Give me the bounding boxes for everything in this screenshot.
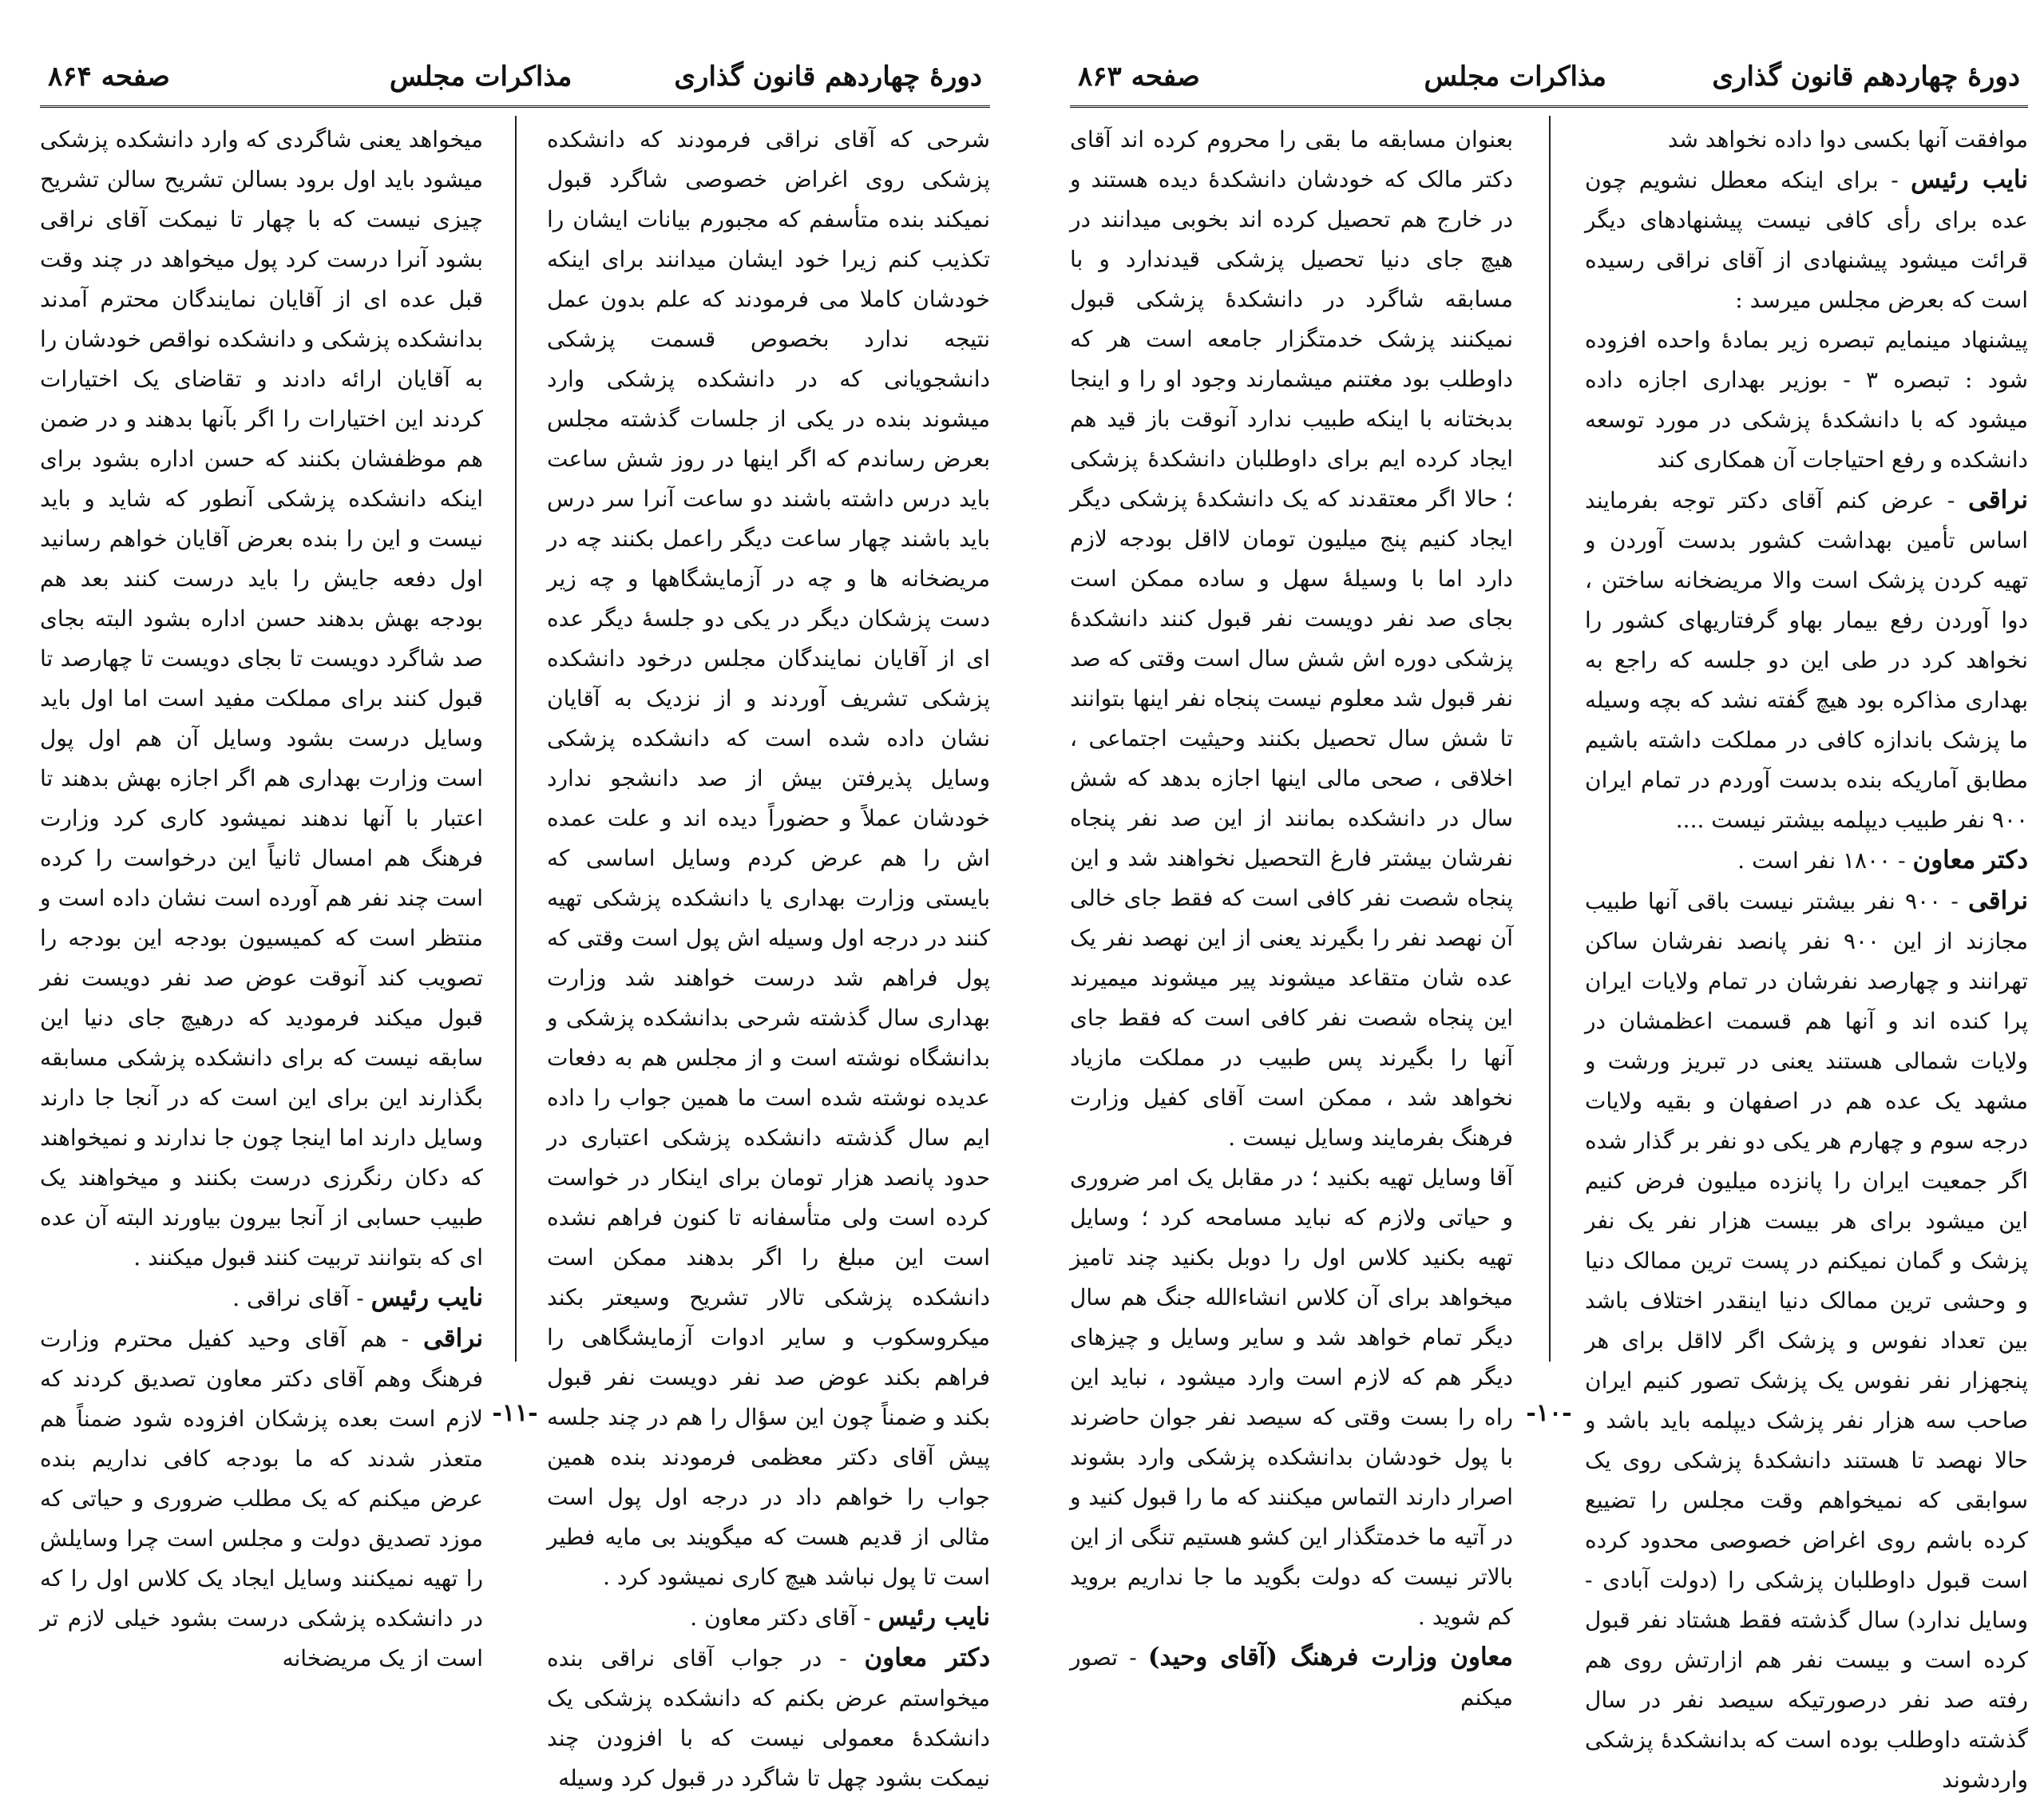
folio-number: -۱۱- [492,1399,538,1427]
paragraph [1585,320,2028,480]
paragraph-text: در جواب آقای نراقی بنده میخواستم عرض بکنم که دانشکده پزشکی یک دانشکدهٔ معمولی نیست که با افزودن چند نیمکت بشود چهل تا شاگرد در قبول کرد وسیله [547,1645,990,1791]
column-divider [515,116,517,1362]
paragraph [1070,1158,1513,1637]
paragraph-text: آقای دکتر معاون . [690,1604,857,1631]
paragraph [1585,120,2028,160]
folio-number: -۱۰- [1526,1399,1572,1427]
paragraph: نراقی - عرض کنم آقای دکتر توجه بفرمایند اساس تأمین بهداشت کشور بدست آوردن و تهیه کردن پزشک است والا مریضخانه ساختن ، دوا آوردن رفع بیمار بهاو گرفتاریهای کشور را نخواهد کرد در طی این دو جلسه که راجع به بهداری مذاکره بود هیچ گفته نشد که بچه وسیله ما پزشک باندازه کافی در مملکت داشته باشیم مطابق آماریکه بنده بدست آوردم در تمام ایران ۹۰۰ نفر طبیب دیپلمه بیشتر نیست .... [1585,486,2028,833]
paragraph: دکتر معاون - ۱۸۰۰ نفر است . [1737,846,2028,874]
text-column-right [1585,120,2029,1793]
paragraph-text: ۱۸۰۰ نفر است . [1737,847,1891,874]
speaker-name: نایب رئیس [877,1603,990,1631]
speaker-name: نراقی [422,1324,483,1353]
paragraph: دکتر معاون - در جواب آقای نراقی بنده میخواستم عرض بکنم که دانشکده پزشکی یک دانشکدهٔ معمولی نیست که با افزودن چند نیمکت بشود چهل تا شاگرد در قبول کرد وسیله [547,1643,991,1791]
text-column-right [547,120,991,1791]
text-column-left [1070,120,1513,1711]
paragraph [547,120,990,1597]
speaker-name: دکتر معاون [864,1643,991,1672]
publication-title: مذاکرات مجلس [389,61,572,93]
paragraph: معاون وزارت فرهنگ (آقای وحید) - تصور میکنم [1070,1643,1513,1711]
speaker-name: نایب رئیس [1911,165,2028,194]
header-rule [40,105,990,108]
paragraph-text: میخواهد یعنی شاگردی که وارد دانشکده پزشکی میشود باید اول برود بسالن تشریح سالن تشریح چیزی نیست که با چهار تا نیمکت آقای نراقی بشود آنرا درست کرد پول میخواهد در چند وقت قبل عده ای از آقایان نمایندگان محترم آمدند بدانشکده پزشکی و دانشکده نواقص خودشان را به آقایان ارائه دادند و تقاضای یک اختیارات کردند این اختیارات را اگر بآنها بدهند و در ضمن هم موظفشان بکنند که حسن اداره بشود برای اینکه دانشکده پزشکی آنطور که شاید و باید نیست و این را بنده بعرض آقایان خواهم رسانید اول دفعه جایش را باید درست کنند بعد هم بودجه بهش بدهند حسن اداره بشود البته بجای صد شاگرد دویست تا بجای دویست تا چهارصد تا قبول کنند برای مملکت مفید است اما اول باید وسایل درست بشود وسایل آن هم اول پول است وزارت بهداری هم اگر اجازه بهش بدهند تا اعتبار با آنها ندهند نمیشود کاری کرد وزارت فرهنگ هم امسال ثانیاً این درخواست را کرده است چند نفر هم آورده است نشان داده است و منتظر است که کمیسیون بودجه این بودجه را تصویب کند آنوقت عوض صد نفر دویست نفر قبول میکند فرمودید که درهیچ جای دنیا این سابقه نیست که برای دانشکده پزشکی مسابقه بگذارند این برای این است که در آنجا جا دارند وسایل دارند اما اینجا چون جا ندارند و نمیخواهند که دکان رنگرزی درست بکنند و میخواهند یک طبیب حسابی از آنجا بیرون بیاورند البته آن عده ای که بتوانند تربیت کنند قبول میکنند . [40,126,483,1271]
series-title: دورهٔ چهاردهم قانون گذاری [1712,61,2020,93]
series-title: دورهٔ چهاردهم قانون گذاری [674,61,982,93]
paragraph-text: عرض کنم آقای دکتر توجه بفرمایند اساس تأمین بهداشت کشور بدست آوردن و تهیه کردن پزشک است والا مریضخانه ساختن ، دوا آوردن رفع بیمار بهاو گرفتاریهای کشور را نخواهد کرد در طی این دو جلسه که راجع به بهداری مذاکره بود هیچ گفته نشد که بچه وسیله ما پزشک باندازه کافی در مملکت داشته باشیم مطابق آماریکه بنده بدست آوردم در تمام ایران ۹۰۰ نفر طبیب دیپلمه بیشتر نیست .... [1585,487,2028,833]
page-number: صفحه ۸۶۳ [1078,61,1200,93]
paragraph: نراقی - ۹۰۰ نفر بیشتر نیست باقی آنها طبیب مجازند از این ۹۰۰ نفر پانصد نفرشان ساکن تهرانند و چهارصد نفرشان در تمام ولایات ایران پرا کنده اند و آنها هم قسمت اعظمشان در ولایات شمالی هستند یعنی در تبریز ورشت و مشهد یک عده هم در اصفهان و بقیه ولایات درجه سوم و چهارم هر یکی دو نفر بر گذار شده اگر جمعیت ایران را پانزده میلیون فرض کنیم این میشود برای هر بیست هزار نفر یک نفر پزشک و گمان نمیکنم در پست ترین ممالک دنیا و وحشی ترین ممالک دنیا اینقدر اختلاف باشد بین تعداد نفوس و پزشک اگر لااقل برای هر پنجهزار نفر نفوس یک پزشک تصور کنیم ایران صاحب سه هزار نفر پزشک دیپلمه باید باشد و حالا نهصد تا هستند دانشکدهٔ پزشکی روی یک سوابقی که نمیخواهم وقت مجلس را تضییع کرده باشم روی اغراض خصوصی محدود کرده است قبول داوطلبان پزشکی را (دولت آبادی - وسایل ندارد) سال گذشته فقط هشتاد نفر قبول کرده است و بیست نفر هم ازارتش روی هم رفته صد نفر درصورتیکه سیصد نفر در سال گذشته داوطلب بوده است که بدانشکدهٔ پزشکی واردشوند [1585,886,2028,1793]
paragraph [40,120,483,1278]
right-page [1054,0,2044,1793]
paragraph: نایب رئیس - آقای نراقی . [232,1283,483,1312]
column-divider [1549,116,1551,1362]
paragraph-text: برای اینکه معطل نشویم چون عده برای رأی کافی نیست پیشنهادهای دیگر قرائت میشود پیشنهادی از آقای نراقی رسیده است که بعرض مجلس میرسد : [1585,167,2028,313]
speaker-name: معاون وزارت فرهنگ (آقای وحید) [1147,1643,1513,1671]
paragraph-text: آقا وسایل تهیه بکنید ؛ در مقابل یک امر ضروری و حیاتی ولازم که نباید مسامحه کرد ؛ وسایل تهیه بکنید کلاس اول را دوبل بکنید چند تامیز میخواهد برای آن کلاس انشاءالله جنگ هم سال دیگر تمام خواهد شد و سایر وسایل و چیزهای دیگر هم که لازم است وارد میشود ، نباید این راه را بست وقتی که سیصد نفر جوان حاضرند با پول خودشان بدانشکده پزشکی وارد بشوند اصرار دارند التماس میکنند که ما را قبول کنید و در آتیه ما خدمتگذار این کشو هستیم تنگی از این بالاتر نیست که دولت بگوید ما جا نداریم بروید کم شوید . [1070,1164,1513,1630]
header-rule [1070,105,2028,108]
paragraph: نایب رئیس - برای اینکه معطل نشویم چون عده برای رأی کافی نیست پیشنهادهای دیگر قرائت میشود پیشنهادی از آقای نراقی رسیده است که بعرض مجلس میرسد : [1585,165,2028,313]
paragraph [1070,120,1513,1158]
speaker-name: نراقی [1967,486,2028,514]
text-column-left [40,120,483,1671]
speaker-name: نایب رئیس [370,1283,483,1312]
paragraph-text: تصور میکنم [1070,1644,1513,1711]
paragraph-text: ۹۰۰ نفر بیشتر نیست باقی آنها طبیب مجازند از این ۹۰۰ نفر پانصد نفرشان ساکن تهرانند و چهارصد نفرشان در تمام ولایات ایران پرا کنده اند و آنها هم قسمت اعظمشان در ولایات شمالی هستند یعنی در تبریز ورشت و مشهد یک عده هم در اصفهان و بقیه ولایات درجه سوم و چهارم هر یکی دو نفر بر گذار شده اگر جمعیت ایران را پانزده میلیون فرض کنیم این میشود برای هر بیست هزار نفر یک نفر پزشک و گمان نمیکنم در پست ترین ممالک دنیا و وحشی ترین ممالک دنیا اینقدر اختلاف باشد بین تعداد نفوس و پزشک اگر لااقل برای هر پنجهزار نفر نفوس یک پزشک تصور کنیم ایران صاحب سه هزار نفر پزشک دیپلمه باید باشد و حالا نهصد تا هستند دانشکدهٔ پزشکی روی یک سوابقی که نمیخواهم وقت مجلس را تضییع کرده باشم روی اغراض خصوصی محدود کرده است قبول داوطلبان پزشکی را (دولت آبادی - وسایل ندارد) سال گذشته فقط هشتاد نفر قبول کرده است و بیست نفر هم ازارتش روی هم رفته صد نفر درصورتیکه سیصد نفر در سال گذشته داوطلب بوده است که بدانشکدهٔ پزشکی واردشوند [1585,888,2028,1793]
speaker-name: نراقی [1967,886,2028,915]
paragraph-text: شرحی که آقای نراقی فرمودند که دانشکده پزشکی روی اغراض خصوصی شاگرد قبول نمیکند بنده متأسفم که مجبورم بیانات ایشان را تکذیب کنم زیرا خود ایشان میدانند برای اینکه خودشان کاملا می فرمودند که علم بدون عمل نتیجه ندارد بخصوص قسمت پزشکی دانشجویانی که در دانشکده پزشکی وارد میشوند بنده در یکی از جلسات گذشته مجلس بعرض رساندم که اگر اینها در روز شش ساعت باید درس داشته باشند دو ساعت آنرا سر درس باید باشند چهار ساعت دیگر راعمل بکنند چه در مریضخانه ها و چه در آزمایشگاهها و چه زیر دست پزشکان دیگر در یکی دو جلسهٔ دیگر عده ای از آقایان نمایندگان مجلس درخود دانشکده پزشکی تشریف آوردند و از نزدیک به آقایان نشان داده شده است که دانشکده پزشکی وسایل پذیرفتن بیش از صد دانشجو ندارد خودشان عملاً و حضوراً دیده اند و علت عمده اش را هم عرض کردم وسایل اساسی که بایستی وزارت بهداری یا دانشکده پزشکی تهیه کنند در درجه اول وسیله اش پول است وقتی که پول فراهم شد درست خواهند شد وزارت بهداری سال گذشته شرحی بدانشکده پزشکی و بدانشگاه نوشته است و از مجلس هم به دفعات عدیده نوشته شده است ما همین جواب را داده ایم سال گذشته دانشکده پزشکی اعتباری در حدود پانصد هزار تومان برای اینکار در خواست کرده است ولی متأسفانه تا کنون فراهم نشده است این مبلغ را اگر بدهند ممکن است دانشکده پزشکی تالار تشریح وسیعتر بکند میکروسکوب و سایر ادوات آزمایشگاهی را فراهم بکند عوض صد نفر دویست نفر قبول بکند و ضمناً چون این سؤال را هم در چند جلسه پیش آقای دکتر معظمی فرمودند بنده همین جواب را خواهم داد در درجه اول پول است مثالی از قدیم هست که میگویند بی مایه فطیر است تا پول نباشد هیچ کاری نمیشود کرد . [547,126,990,1590]
publication-title: مذاکرات مجلس [1424,61,1606,93]
paragraph-text: هم آقای وحید کفیل محترم وزارت فرهنگ وهم آقای دکتر معاون تصدیق کردند که لازم است بعده پزشکان افزوده شود ضمناً هم متعذر شدند که ما بودجه کافی نداریم بنده عرض میکنم که یک مطلب ضروری و حیاتی که موزد تصدیق دولت و مجلس است چرا وسایلش را تهیه نمیکنند وسایل ایجاد یک کلاس اول را که در دانشکده پزشکی درست بشود خیلی لازم تر است از یک مریضخانه [40,1326,483,1671]
paragraph-text: موافقت آنها بکسی دوا داده نخواهد شد [1667,126,2028,153]
paragraph-text: آقای نراقی . [232,1285,350,1311]
paragraph-text: بعنوان مسابقه ما بقی را محروم کرده اند آقای دکتر مالک که خودشان دانشکدهٔ دیده هستند و در خارج هم تحصیل کرده اند بخوبی میدانند در هیچ جای دنیا تحصیل پزشکی قیدندارد و با مسابقه شاگرد در دانشکدهٔ پزشکی قبول نمیکنند پزشک خدمتگزار جامعه است هر که داوطلب بود مغتنم میشمارند وجود او را و اینجا بدبختانه با اینکه طبیب ندارد آنوقت باز قید هم ایجاد کرده ایم برای داوطلبان دانشکدهٔ پزشکی ؛ حالا اگر معتقدند که یک دانشکدهٔ پزشکی دیگر ایجاد کنیم پنج میلیون تومان لااقل بودجه لازم دارد اما با وسیلهٔ سهل و ساده ممکن است بجای صد نفر دویست نفر قبول کنند دانشکدهٔ پزشکی دوره اش شش سال است وقتی که صد نفر قبول شد معلوم نیست پنجاه نفر اینها بتوانند تا شش سال تحصیل بکنند وحیثیت اجتماعی ، اخلاقی ، صحی مالی اینها اجازه بدهد که شش سال در دانشکده بمانند از این صد نفر پنجاه نفرشان بیشتر فارغ التحصیل نخواهند شد و این پنجاه شصت نفر کافی است که فقط جای خالی آن نهصد نفر را بگیرند یعنی از این نهصد نفر یک عده شان متقاعد میشوند پیر میشوند میمیرند این پنجاه شصت نفر کافی است که فقط جای آنها را بگیرند پس طبیب در مملکت مازیاد نخواهد شد ، ممکن است آقای کفیل وزارت فرهنگ بفرمایند وسایل نیست . [1070,126,1513,1151]
speaker-name: دکتر معاون [1912,846,2028,874]
paragraph: نایب رئیس - آقای دکتر معاون . [690,1603,990,1631]
paragraph-text: پیشنهاد مینمایم تبصره زیر بمادهٔ واحده افزوده شود : تبصره ۳ - بوزیر بهداری اجازه داده میشود که با دانشکدهٔ پزشکی در مورد توسعه دانشکده و رفع احتیاجات آن همکاری کند [1585,327,2029,473]
page-number: صفحه ۸۶۴ [48,61,170,93]
page-header [40,56,990,104]
page-header [1070,56,2028,104]
paragraph: نراقی - هم آقای وحید کفیل محترم وزارت فرهنگ وهم آقای دکتر معاون تصدیق کردند که لازم است بعده پزشکان افزوده شود ضمناً هم متعذر شدند که ما بودجه کافی نداریم بنده عرض میکنم که یک مطلب ضروری و حیاتی که موزد تصدیق دولت و مجلس است چرا وسایلش را تهیه نمیکنند وسایل ایجاد یک کلاس اول را که در دانشکده پزشکی درست بشود خیلی لازم تر است از یک مریضخانه [40,1324,483,1671]
left-page [24,0,1006,1791]
